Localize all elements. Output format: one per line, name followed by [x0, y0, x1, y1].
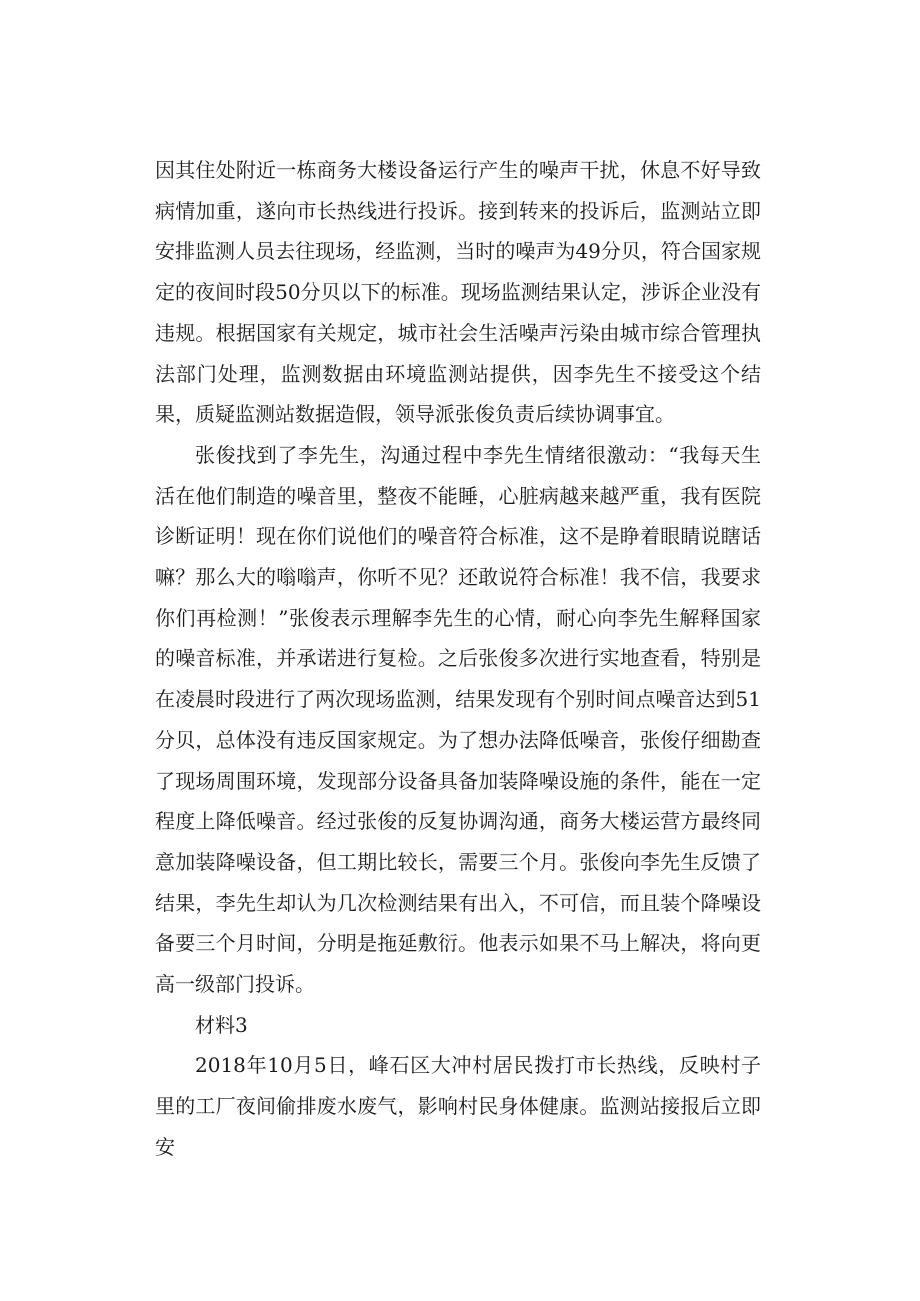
paragraph-zhangjun: 张俊找到了李先生，沟通过程中李先生情绪很激动：“我每天生活在他们制造的噪音里，整夜不能睡，心脏病越来越严重，我有医院诊断证明！现在你们说他们的噪音符合标准，这不是睁着眼睛说瞎话嘛？那么大的嗡嗡声，你听不见？还敢说符合标准！我不信，我要求你们再检测！”张俊表示理解李先生的心情，耐心向李先生解释国家的噪音标准，并承诺进行复检。之后张俊多次进行实地查看，特别是在凌晨时段进行了两次现场监测，结果发现有个别时间点噪音达到51分贝，总体没有违反国家规定。为了想办法降低噪音，张俊仔细勘查了现场周围环境，发现部分设备具备加装降噪设施的条件，能在一定程度上降低噪音。经过张俊的反复协调沟通，商务大楼运营方最终同意加装降噪设备，但工期比较长，需要三个月。张俊向李先生反馈了结果，李先生却认为几次检测结果有出入，不可信，而且装个降噪设备要三个月时间，分明是拖延敷衍。他表示如果不马上解决，将向更高一级部门投诉。 [155, 442, 761, 997]
paragraph-material-3: 2018年10月5日，峰石区大冲村居民拨打市长热线，反映村子里的工厂夜间偷排废水废气，影响村民身体健康。监测站接报后立即安 [155, 1053, 761, 1159]
document-body [155, 150, 761, 1168]
paragraph-continued: 因其住处附近一栋商务大楼设备运行产生的噪声干扰，休息不好导致病情加重，遂向市长热线进行投诉。接到转来的投诉后，监测站立即安排监测人员去往现场，经监测，当时的噪声为49分贝，符合国家规定的夜间时段50分贝以下的标准。现场监测结果认定，涉诉企业没有违规。根据国家有关规定，城市社会生活噪声污染由城市综合管理执法部门处理，监测数据由环境监测站提供，因李先生不接受这个结果，质疑监测站数据造假，领导派张俊负责后续协调事宜。 [155, 158, 761, 427]
section-heading-material-3: 材料3 [195, 1012, 248, 1037]
